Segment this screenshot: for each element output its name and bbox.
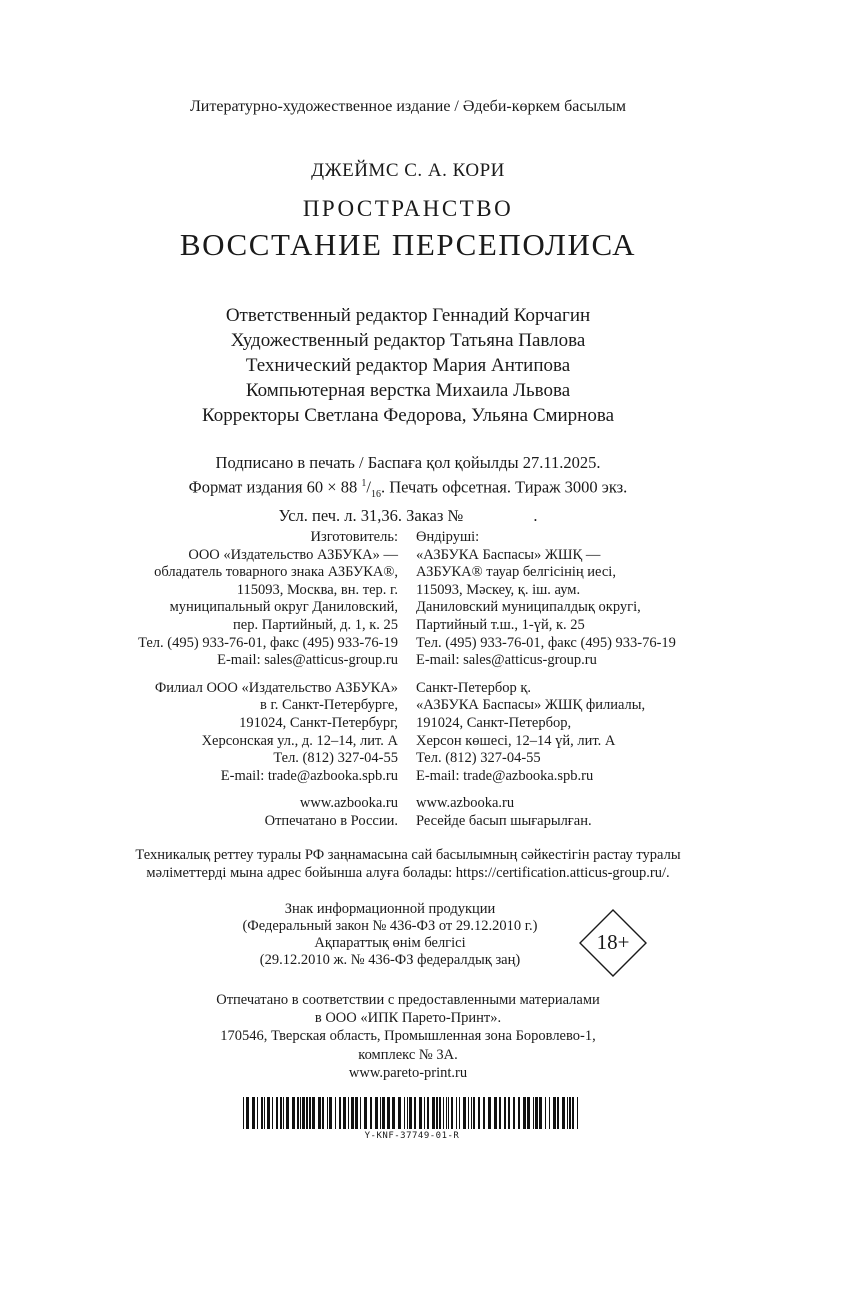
barcode-bar — [409, 1097, 412, 1129]
publisher-line: 115093, Москва, вн. тер. г. — [236, 581, 398, 598]
barcode-bar — [448, 1097, 449, 1129]
barcode-bar — [443, 1097, 444, 1129]
barcode-bar — [533, 1097, 534, 1129]
barcode-bar — [446, 1097, 447, 1129]
format-prefix: Формат издания 60 × 88 — [188, 477, 362, 497]
barcode-bar — [523, 1097, 526, 1129]
barcode-bar — [343, 1097, 346, 1129]
branch-line: Херсон көшесі, 12–14 үй, лит. А — [416, 732, 616, 749]
barcode-bar — [567, 1097, 568, 1129]
publisher-line: Тел. (495) 933-76-01, факс (495) 933-76-19 — [416, 634, 676, 651]
branch-line: Тел. (812) 327-04-55 — [273, 750, 398, 767]
barcode-bar — [309, 1097, 311, 1129]
printer-info — [0, 991, 816, 1082]
barcode-bar — [557, 1097, 559, 1129]
publisher-info-ru — [0, 529, 398, 831]
format-suffix: . Печать офсетная. Тираж 3000 экз. — [380, 477, 628, 497]
tech-regulation-note — [0, 846, 816, 882]
publisher-info-kz — [416, 529, 836, 831]
barcode-bar — [535, 1097, 538, 1129]
barcode-bar — [257, 1097, 258, 1129]
barcode-bar — [387, 1097, 390, 1129]
publisher-line: обладатель товарного знака АЗБУКА®, — [154, 564, 398, 581]
barcode-bar — [488, 1097, 491, 1129]
branch-line: Санкт-Петербор қ. — [416, 679, 531, 696]
barcode-bar — [302, 1097, 305, 1129]
barcode-bar — [380, 1097, 381, 1129]
barcode-bar — [398, 1097, 401, 1129]
tech-line: мәліметтерді мына адрес бойынша алуға болады: https://certification.atticus-group.ru/. — [146, 865, 670, 881]
book-title: ВОССТАНИЕ ПЕРСЕПОЛИСА — [179, 227, 637, 262]
barcode-bar — [276, 1097, 278, 1129]
barcode-bar — [355, 1097, 358, 1129]
publisher-line: Партийный т.ш., 1-үй, к. 25 — [416, 616, 585, 633]
print-info — [0, 452, 816, 526]
barcode-bar — [360, 1097, 361, 1129]
barcode-bar — [392, 1097, 395, 1129]
label-line: Знак информационной продукции — [284, 901, 496, 917]
web-line: www.azbooka.ru — [416, 795, 515, 812]
staff-line: Ответственный редактор Геннадий Корчагин — [225, 305, 591, 326]
barcode-bar — [300, 1097, 301, 1129]
barcode-bar — [283, 1097, 284, 1129]
staff-line: Компьютерная верстка Михаила Львова — [245, 380, 571, 401]
barcode-bar — [306, 1097, 308, 1129]
publisher-line: E-mail: sales@atticus-group.ru — [416, 652, 597, 669]
barcode-bar — [404, 1097, 405, 1129]
barcode-bar — [553, 1097, 556, 1129]
tech-line: Техникалық реттеу туралы РФ заңнамасына сай басылымның сәйкестігін растау туралы — [135, 847, 681, 863]
info-product-label — [200, 901, 580, 969]
barcode-bar — [569, 1097, 571, 1129]
barcode-bar — [518, 1097, 520, 1129]
barcode-bar — [252, 1097, 255, 1129]
format-numerator: 1 — [361, 478, 367, 489]
barcode-bar — [286, 1097, 289, 1129]
barcode-bar — [339, 1097, 341, 1129]
label-line: Ақпараттық өнім белгісі — [314, 935, 466, 951]
barcode-bar — [527, 1097, 530, 1129]
barcode-bar — [499, 1097, 501, 1129]
barcode-bar — [478, 1097, 480, 1129]
printer-line: 170546, Тверская область, Промышленная зона Боровлево-1, — [220, 1028, 596, 1045]
publisher-line: Тел. (495) 933-76-01, факс (495) 933-76-19 — [138, 634, 398, 651]
barcode-bar — [424, 1097, 425, 1129]
barcode-bar — [545, 1097, 546, 1129]
publisher-line: муниципальный округ Даниловский, — [169, 599, 398, 616]
barcode-bar — [473, 1097, 475, 1129]
barcode-bar — [436, 1097, 438, 1129]
barcode-bar — [351, 1097, 354, 1129]
barcode-bar — [419, 1097, 422, 1129]
age-rating-badge — [579, 909, 647, 977]
printer-line: Отпечатано в соответствии с предоставленными материалами — [216, 992, 600, 1008]
barcode-bar — [370, 1097, 372, 1129]
signed-line: Подписано в печать / Баспаға қол қойылды 27.11.2025. — [215, 453, 601, 472]
label-line: (29.12.2010 ж. № 436-ФЗ федералдық заң) — [259, 952, 521, 968]
sheets-line: Усл. печ. л. 31,36. Заказ № . — [278, 505, 538, 525]
barcode-bar — [459, 1097, 460, 1129]
barcode-bar — [427, 1097, 429, 1129]
barcode-bar — [577, 1097, 578, 1129]
series-name: ПРОСТРАНСТВО — [302, 196, 514, 221]
branch-line: в г. Санкт-Петербурге, — [260, 697, 398, 714]
barcode-bar — [468, 1097, 469, 1129]
barcode-bar — [327, 1097, 328, 1129]
format-denominator: 16 — [370, 488, 381, 500]
edition-type: Литературно-художественное издание / Әдеби-көркем басылым — [189, 98, 627, 115]
barcode-bar — [312, 1097, 315, 1129]
barcode-bar — [456, 1097, 457, 1129]
barcode-bar — [549, 1097, 550, 1129]
barcode-bar — [463, 1097, 466, 1129]
barcode-bar — [297, 1097, 299, 1129]
barcode-number: Y-KNF-37749-01-R — [364, 1131, 460, 1141]
publisher-line: 115093, Мәскеу, қ. іш. аум. — [416, 581, 581, 598]
barcode-bar — [508, 1097, 510, 1129]
publisher-line: Өндіруші: — [416, 529, 480, 545]
age-rating-text: 18+ — [596, 930, 630, 954]
branch-line: E-mail: trade@azbooka.spb.ru — [220, 767, 398, 784]
barcode-bar — [407, 1097, 408, 1129]
web-line: Отпечатано в России. — [264, 812, 398, 829]
editorial-staff — [0, 303, 816, 428]
publisher-line: АЗБУКА® тауар белгісінің иесі, — [416, 564, 616, 581]
printer-line: комплекс № 3А. — [358, 1046, 458, 1063]
staff-line: Корректоры Светлана Федорова, Ульяна Смирнова — [201, 405, 615, 426]
barcode-bar — [261, 1097, 263, 1129]
barcode-bar — [246, 1097, 249, 1129]
barcode-bar — [414, 1097, 416, 1129]
author-name: ДЖЕЙМС С. А. КОРИ — [311, 160, 505, 181]
branch-line: Херсонская ул., д. 12–14, лит. А — [201, 732, 398, 749]
barcode-bar — [483, 1097, 485, 1129]
barcode-bar — [451, 1097, 453, 1129]
barcode-bar — [562, 1097, 565, 1129]
barcode-bar — [267, 1097, 270, 1129]
staff-line: Художественный редактор Татьяна Павлова — [230, 330, 586, 351]
barcode-bar — [329, 1097, 332, 1129]
barcode-bar — [375, 1097, 378, 1129]
barcode-bar — [348, 1097, 349, 1129]
barcode-icon — [243, 1097, 581, 1129]
publisher-line: E-mail: sales@atticus-group.ru — [217, 652, 398, 669]
branch-line: Филиал ООО «Издательство АЗБУКА» — [154, 679, 398, 696]
barcode-bar — [280, 1097, 282, 1129]
label-line: (Федеральный закон № 436-ФЗ от 29.12.2010 г.) — [242, 918, 538, 934]
barcode-bar — [364, 1097, 367, 1129]
barcode-bar — [318, 1097, 321, 1129]
barcode-bar — [513, 1097, 515, 1129]
barcode-bar — [243, 1097, 244, 1129]
barcode-bar — [382, 1097, 385, 1129]
printer-line: в ООО «ИПК Парето-Принт». — [314, 1010, 502, 1027]
barcode-bar — [572, 1097, 574, 1129]
staff-line: Технический редактор Мария Антипова — [245, 355, 571, 376]
branch-line: E-mail: trade@azbooka.spb.ru — [416, 767, 594, 784]
barcode-bar — [494, 1097, 497, 1129]
publisher-line: ООО «Издательство АЗБУКА» — — [188, 546, 398, 563]
barcode-bar — [292, 1097, 295, 1129]
barcode-bar — [504, 1097, 506, 1129]
barcode-bar — [432, 1097, 435, 1129]
branch-line: «АЗБУКА Баспасы» ЖШҚ филиалы, — [416, 697, 646, 714]
publisher-line: Изготовитель: — [310, 529, 398, 545]
web-line: www.azbooka.ru — [299, 795, 398, 812]
web-line: Ресейде басып шығарылған. — [416, 812, 592, 829]
publisher-line: «АЗБУКА Баспасы» ЖШҚ — — [416, 546, 601, 563]
format-line: Формат издания 60 × 88 $^1/_{16}$. Печать офсетная. Тираж 3000 экз. — [188, 477, 628, 500]
branch-line: 191024, Санкт-Петербург, — [239, 714, 398, 731]
publisher-line: Даниловский муниципалдық округі, — [416, 599, 641, 616]
barcode-bar — [272, 1097, 273, 1129]
barcode-bar — [264, 1097, 265, 1129]
barcode-bar — [335, 1097, 336, 1129]
barcode-bar — [322, 1097, 324, 1129]
publisher-line: пер. Партийный, д. 1, к. 25 — [233, 616, 398, 633]
branch-line: 191024, Санкт-Петербор, — [416, 714, 572, 731]
branch-line: Тел. (812) 327-04-55 — [416, 750, 541, 767]
barcode-bar — [439, 1097, 441, 1129]
barcode-bar — [471, 1097, 472, 1129]
barcode-bar — [539, 1097, 542, 1129]
printer-line: www.pareto-print.ru — [348, 1064, 468, 1081]
